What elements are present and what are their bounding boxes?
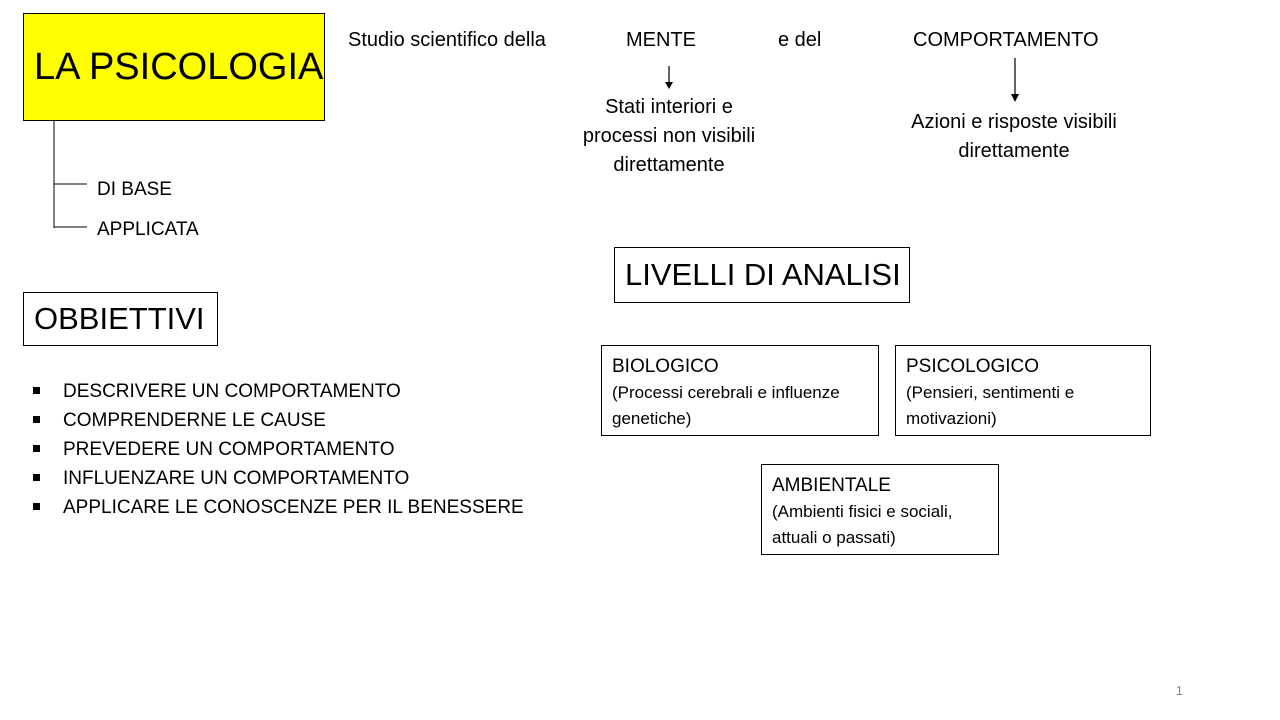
definition-behavior: COMPORTAMENTO xyxy=(913,29,1099,51)
level-environmental-desc: (Ambienti fisici e sociali, attuali o passati) xyxy=(772,502,953,547)
levels-heading-box xyxy=(614,247,910,303)
objectives-box xyxy=(23,292,218,346)
bullet-square-icon xyxy=(33,445,40,452)
level-psychological-name: PSICOLOGICO xyxy=(906,356,1040,377)
behavior-arrow-head xyxy=(1011,94,1019,102)
mind-description: Stati interiori e processi non visibili direttamente xyxy=(582,96,756,176)
level-biological-desc: (Processi cerebrali e influenze genetiche) xyxy=(612,383,840,428)
list-item: INFLUENZARE UN COMPORTAMENTO xyxy=(33,464,524,493)
branch-base: DI BASE xyxy=(97,179,172,200)
mind-arrow-head xyxy=(665,82,673,89)
objectives-heading: OBBIETTIVI xyxy=(34,301,205,336)
level-psychological-box xyxy=(895,345,1151,436)
list-item: APPLICARE LE CONOSCENZE PER IL BENESSERE xyxy=(33,493,524,522)
bullet-square-icon xyxy=(33,503,40,510)
level-environmental-box xyxy=(761,464,999,555)
level-biological-name: BIOLOGICO xyxy=(612,356,719,377)
level-psychological-desc: (Pensieri, sentimenti e motivazioni) xyxy=(906,383,1075,428)
behavior-description: Azioni e risposte visibili direttamente xyxy=(911,111,1117,162)
levels-heading: LIVELLI DI ANALISI xyxy=(625,257,901,292)
list-item: COMPRENDERNE LE CAUSE xyxy=(33,406,524,435)
branch-applied: APPLICATA xyxy=(97,219,199,240)
page-number: 1 xyxy=(1175,683,1183,698)
bullet-square-icon xyxy=(33,474,40,481)
bullet-square-icon xyxy=(33,387,40,394)
objectives-list xyxy=(33,377,524,522)
level-biological-box xyxy=(601,345,879,436)
definition-mind: MENTE xyxy=(626,29,696,51)
level-environmental-name: AMBIENTALE xyxy=(772,475,891,496)
list-item: PREVEDERE UN COMPORTAMENTO xyxy=(33,435,524,464)
page-title: LA PSICOLOGIA xyxy=(34,45,324,88)
definition-conjunction: e del xyxy=(778,29,822,51)
bullet-square-icon xyxy=(33,416,40,423)
definition-prefix: Studio scientifico della xyxy=(348,29,546,51)
list-item: DESCRIVERE UN COMPORTAMENTO xyxy=(33,377,524,406)
